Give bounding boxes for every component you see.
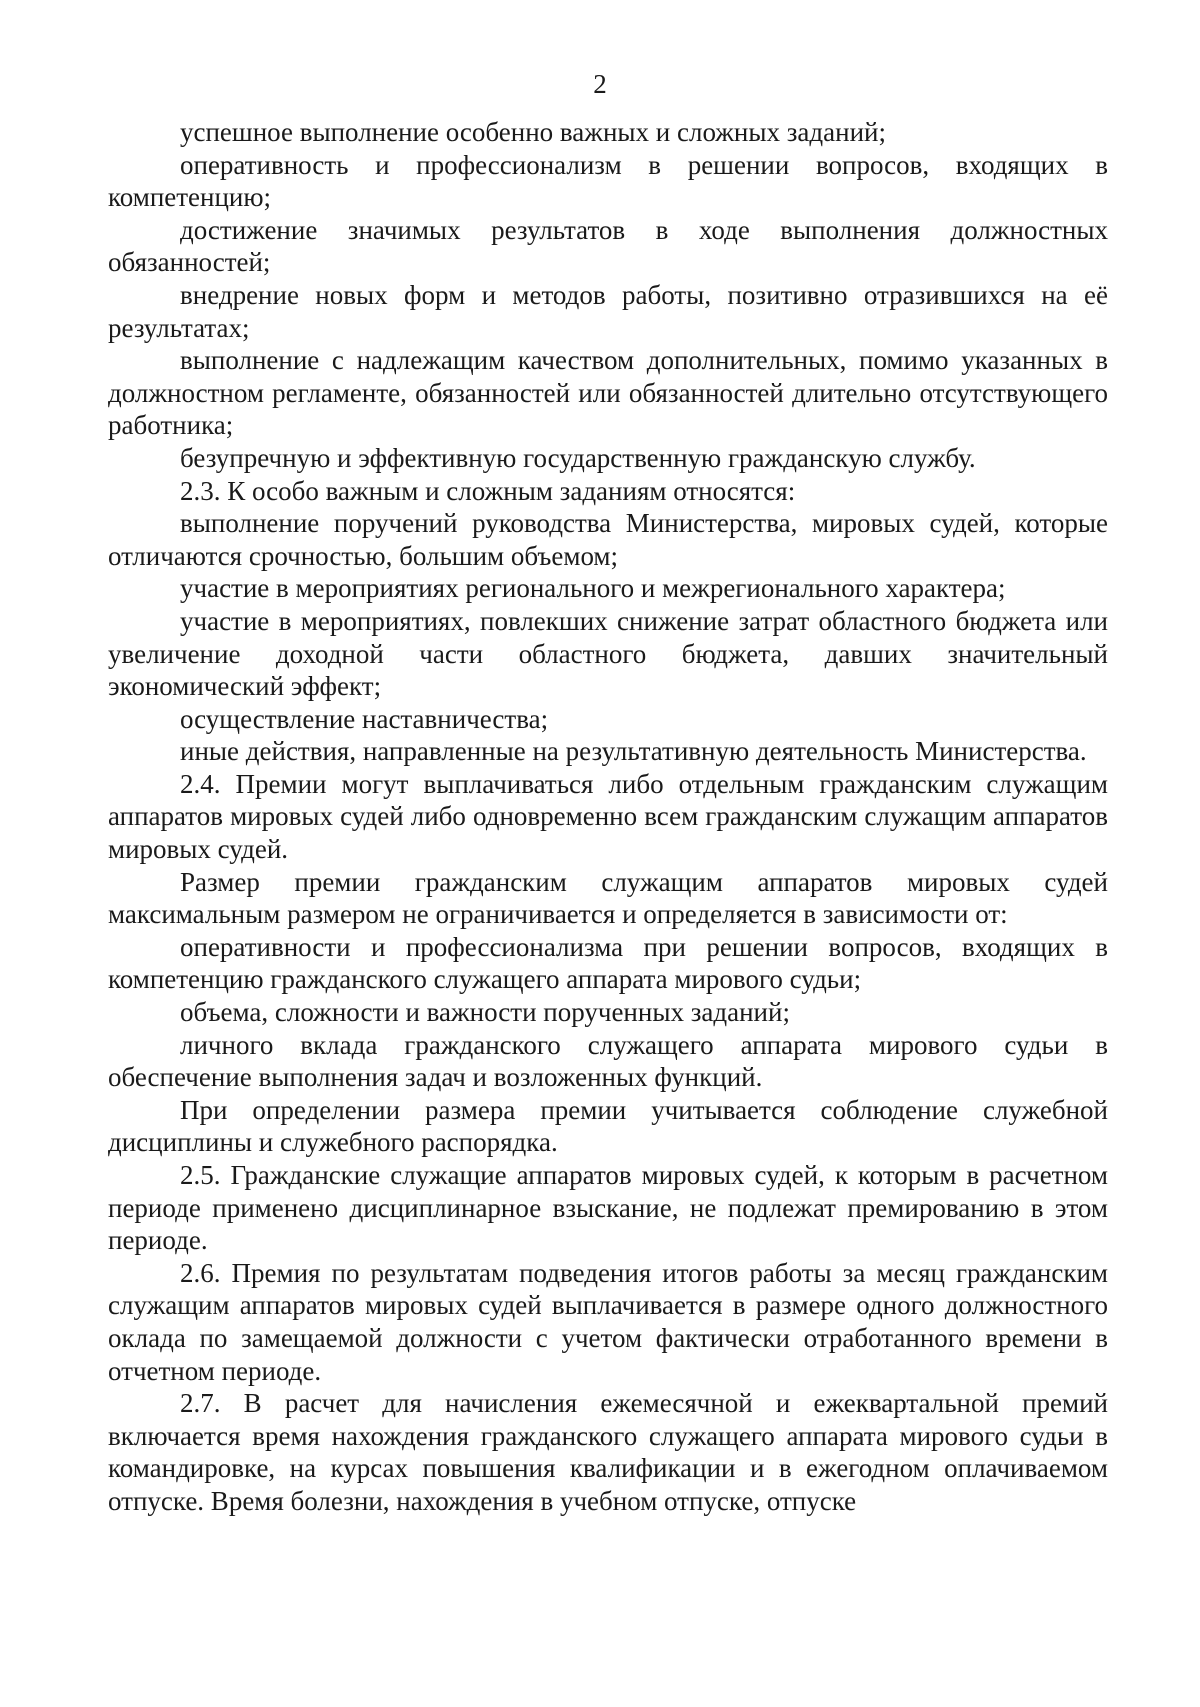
paragraph: достижение значимых результатов в ходе выполнения должностных обязанностей; <box>108 214 1108 278</box>
paragraph: внедрение новых форм и методов работы, позитивно отразившихся на её результатах; <box>108 279 1108 343</box>
paragraph: успешное выполнение особенно важных и сложных заданий; <box>180 117 886 147</box>
paragraph: При определении размера премии учитывается соблюдение служебной дисциплины и служебного распорядка. <box>108 1094 1108 1158</box>
paragraph: участие в мероприятиях регионального и межрегионального характера; <box>180 573 1006 604</box>
paragraph: 2.4. Премии могут выплачиваться либо отдельным гражданским служащим аппаратов мировых судей либо одновременно всем гражданским служащим аппаратов мировых судей. <box>108 768 1108 865</box>
paragraph: иные действия, направленные на результативную деятельность Министерства. <box>180 736 1087 767</box>
page-number: 2 <box>593 69 607 99</box>
paragraph: оперативность и профессионализм в решении вопросов, входящих в компетенцию; <box>108 149 1108 213</box>
paragraph: участие в мероприятиях, повлекших снижение затрат областного бюджета или увеличение доходной части областного бюджета, давших значительный экономический эффект; <box>108 605 1108 702</box>
paragraph: 2.7. В расчет для начисления ежемесячной и ежеквартальной премий включается время нахождения гражданского служащего аппарата мирового судьи в командировке, на курсах повышения квалификации и в ежегодном оплачиваемом отпуске. Время болезни, нахождения в учебном отпуске, отпуске <box>108 1388 1108 1516</box>
paragraph: Размер премии гражданским служащим аппаратов мировых судей максимальным размером не ограничивается и определяется в зависимости от: <box>108 866 1108 930</box>
paragraph: 2.6. Премия по результатам подведения итогов работы за месяц гражданским служащим аппаратов мировых судей выплачивается в размере одного должностного оклада по замещаемой должности с учетом фактически отработанного времени в отчетном периоде. <box>108 1257 1108 1386</box>
paragraph: безупречную и эффективную государственную гражданскую службу. <box>180 442 976 473</box>
paragraph: выполнение с надлежащим качеством дополнительных, помимо указанных в должностном регламенте, обязанностей или обязанностей длительно отсутствующего работника; <box>108 345 1108 441</box>
paragraph: личного вклада гражданского служащего аппарата мирового судьи в обеспечение выполнения задач и возложенных функций. <box>108 1029 1108 1093</box>
paragraph: осуществление наставничества; <box>180 703 549 734</box>
paragraph: объема, сложности и важности порученных заданий; <box>180 997 790 1028</box>
body-text <box>108 116 1108 1518</box>
paragraph: выполнение поручений руководства Министерства, мировых судей, которые отличаются срочностью, большим объемом; <box>108 508 1108 571</box>
paragraph: оперативности и профессионализма при решении вопросов, входящих в компетенцию гражданского служащего аппарата мирового судьи; <box>108 931 1108 995</box>
paragraph: 2.3. К особо важным и сложным заданиям относятся: <box>180 475 796 506</box>
paragraph: 2.5. Гражданские служащие аппаратов мировых судей, к которым в расчетном периоде применено дисциплинарное взыскание, не подлежат премированию в этом периоде. <box>108 1160 1108 1256</box>
